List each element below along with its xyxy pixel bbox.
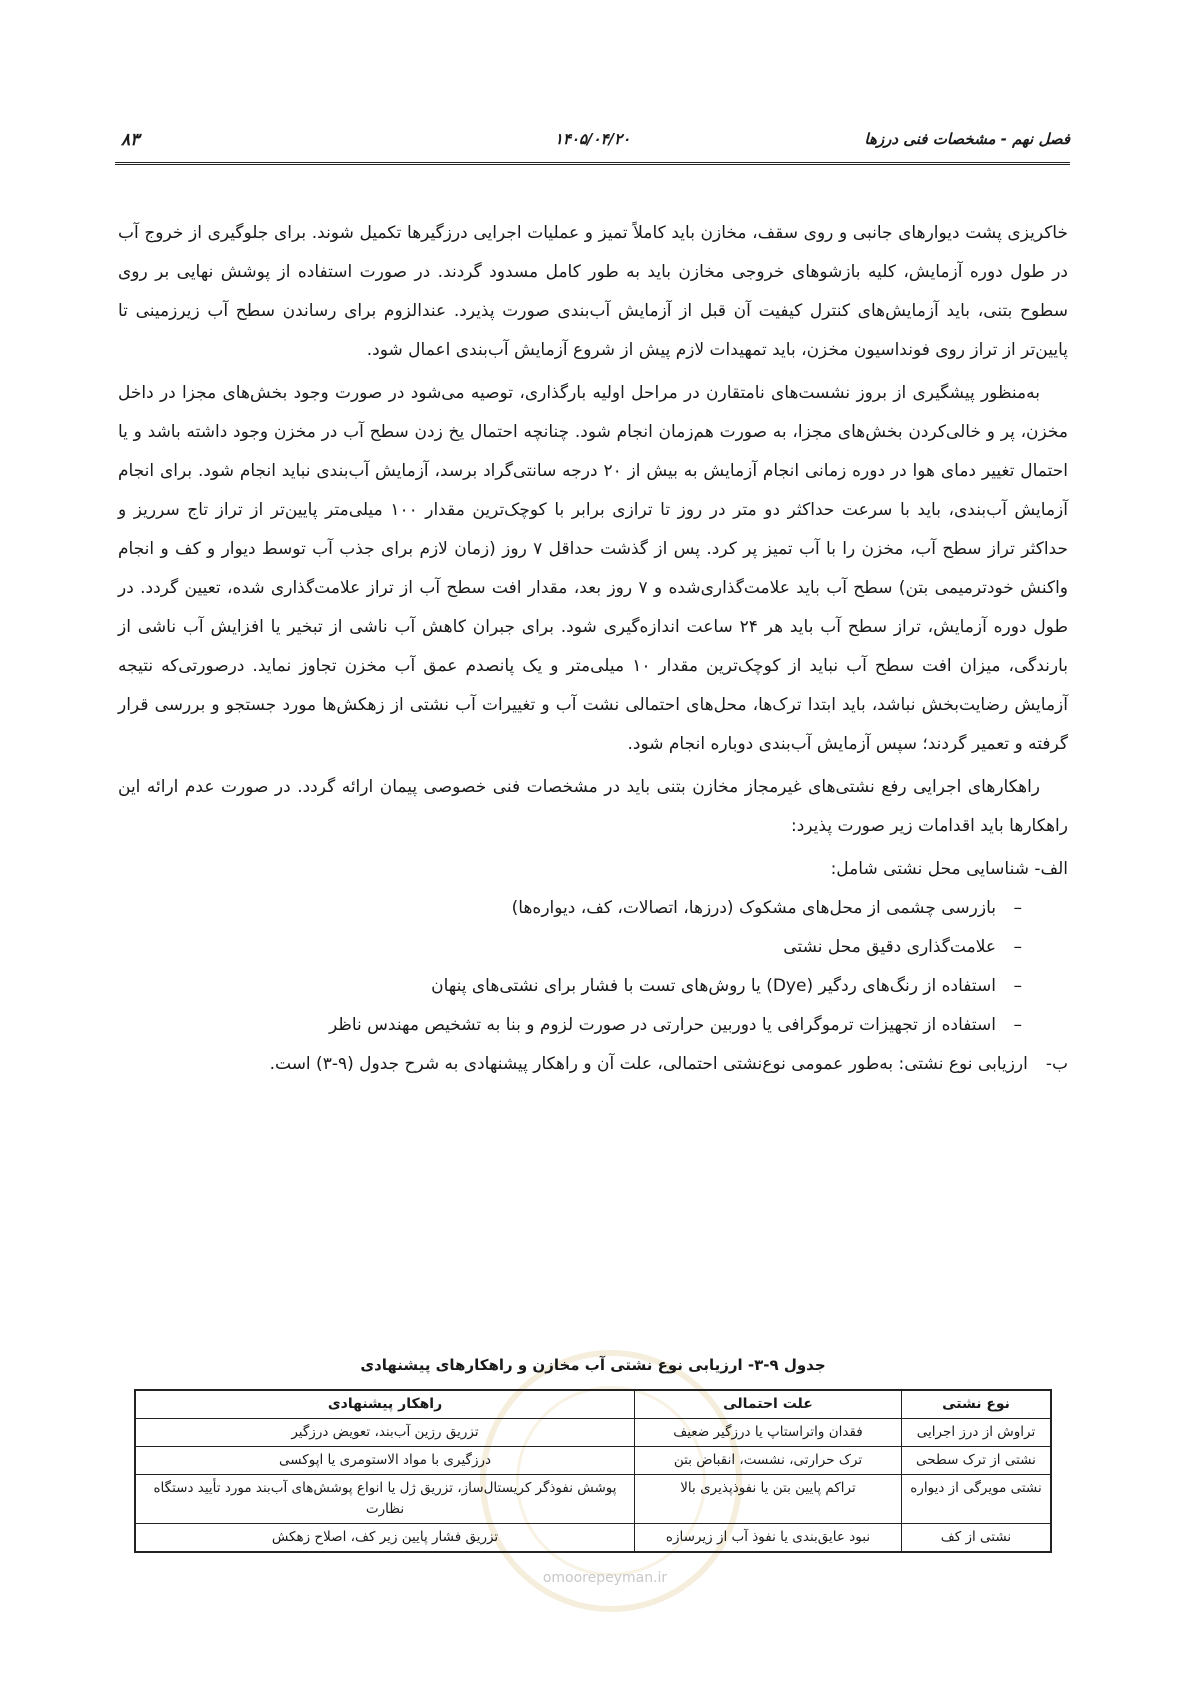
list-item: – علامت‌گذاری دقیق محل نشتی — [118, 928, 1022, 967]
table-cell: تزریق فشار پایین زیر کف، اصلاح زهکش — [135, 1524, 635, 1553]
table-cell: تزریق رزین آب‌بند، تعویض درزگیر — [135, 1419, 635, 1447]
table-cell: نشتی مویرگی از دیواره — [902, 1475, 1052, 1524]
paragraph: راهکارهای اجرایی رفع نشتی‌های غیرمجاز مخازن بتنی باید در مشخصات فنی خصوصی پیمان ارائه گردد. در صورت عدم ارائه این راهکارها باید اقدامات زیر صورت پذیرد: — [118, 777, 1068, 836]
paragraph: خاکریزی پشت دیوارهای جانبی و روی سقف، مخازن باید کاملاً تمیز و عملیات اجرایی درزگیرها تکمیل شوند. برای جلوگیری از خروج آب در طول دوره آزمایش، کلیه بازشوهای خروجی مخازن باید به طور کامل مسدود گردند. در صورت استفاده از پوشش نهایی بر روی سطوح بتنی، باید آزمایش‌های کنترل کیفیت آن قبل از آزمایش آب‌بندی صورت پذیرد. عندالزوم برای رساندن سطح آب زیرزمینی تا پایین‌تر از تراز روی فونداسیون مخزن، باید تمهیدات لازم پیش از شروع آزمایش آب‌بندی اعمال شود. — [118, 223, 1068, 360]
table-cell: درزگیری با مواد الاستومری یا اپوکسی — [135, 1447, 635, 1475]
list-heading-a: الف- شناسایی محل نشتی شامل: — [830, 859, 1068, 879]
item-b-marker: ب- — [1045, 1054, 1068, 1074]
bullet-list — [118, 889, 1068, 1045]
column-header: علت احتمالی — [635, 1390, 902, 1419]
watermark-text: omoorepeyman.ir — [542, 1570, 668, 1586]
page-number: ۸۳ — [121, 130, 140, 150]
chapter-title: فصل نهم - مشخصات فنی درزها — [864, 130, 1070, 148]
table-cell: تراکم پایین بتن یا نفوذپذیری بالا — [635, 1475, 902, 1524]
table-cell: پوشش نفوذگر کریستال‌ساز، تزریق ژل یا انواع پوشش‌های آب‌بند مورد تأیید دستگاه نظارت — [135, 1475, 635, 1524]
table-cell: تراوش از درز اجرایی — [902, 1419, 1052, 1447]
table-cell: فقدان واتراستاپ یا درزگیر ضعیف — [635, 1419, 902, 1447]
body-text — [118, 214, 1068, 1084]
list-item: – استفاده از رنگ‌های ردگیر (Dye) یا روش‌های تست با فشار برای نشتی‌های پنهان — [118, 967, 1022, 1006]
page-header — [115, 126, 1070, 165]
table-row — [135, 1524, 1051, 1553]
list-heading-b — [118, 1045, 1068, 1084]
table-row — [135, 1419, 1051, 1447]
table-row — [135, 1475, 1051, 1524]
table-caption: جدول ۹-۳- ارزیابی نوع نشتی آب مخازن و راهکارهای پیشنهادی — [360, 1356, 826, 1374]
header-date: ۱۴۰۵/۰۴/۲۰ — [554, 130, 631, 148]
table-row — [135, 1447, 1051, 1475]
table-header-row — [135, 1390, 1051, 1419]
table-cell: نشتی از کف — [902, 1524, 1052, 1553]
paragraph: به‌منظور پیشگیری از بروز نشست‌های نامتقارن در مراحل اولیه بارگذاری، توصیه می‌شود در صورت وجود بخش‌های مجزا در داخل مخزن، پر و خالی‌کردن بخش‌های مجزا، به صورت هم‌زمان انجام شود. چنانچه احتمال یخ زدن سطح آب در مخزن وجود داشته باشد و یا احتمال تغییر دمای هوا در دوره زمانی انجام آزمایش به بیش از ۲۰ درجه سانتی‌گراد برسد، آزمایش آب‌بندی نباید انجام شود. برای انجام آزمایش آب‌بندی، باید با سرعت حداکثر دو متر در روز تا ترازی برابر با کوچک‌ترین مقدار ۱۰۰ میلی‌متر پایین‌تر از تراز تاج سرریز و حداکثر تراز سطح آب، مخزن را با آب تمیز پر کرد. پس از گذشت حداقل ۷ روز (زمان لازم برای جذب آب توسط دیوار و کف و انجام واکنش خودترمیمی بتن) سطح آب باید علامت‌گذاری‌شده و ۷ روز بعد، مقدار افت سطح آب از تراز علامت‌گذاری شده، تعیین گردد. در طول دوره آزمایش، تراز سطح آب باید هر ۲۴ ساعت اندازه‌گیری شود. برای جبران کاهش آب ناشی از تبخیر یا افزایش آب ناشی از بارندگی، میزان افت سطح آب نباید از کوچک‌ترین مقدار ۱۰ میلی‌متر و یک پانصدم عمق آب مخزن تجاوز نماید. درصورتی‌که نتیجه آزمایش رضایت‌بخش نباشد، باید ابتدا ترک‌ها، محل‌های احتمالی نشت آب و تغییرات آب نشتی از زهکش‌ها مورد جستجو و بررسی قرار گرفته و تعمیر گردند؛ سپس آزمایش آب‌بندی دوباره انجام شود. — [118, 383, 1068, 754]
item-b-text: ارزیابی نوع نشتی: به‌طور عمومی نوع‌نشتی احتمالی، علت آن و راهکار پیشنهادی به شرح جدول (۹-۳) است. — [269, 1054, 1028, 1074]
table-cell: نشتی از ترک سطحی — [902, 1447, 1052, 1475]
table-cell: ترک حرارتی، نشست، انقباض بتن — [635, 1447, 902, 1475]
column-header: نوع نشتی — [902, 1390, 1052, 1419]
column-header: راهکار پیشنهادی — [135, 1390, 635, 1419]
list-item: – بازرسی چشمی از محل‌های مشکوک (درزها، اتصالات، کف، دیواره‌ها) — [118, 889, 1022, 928]
leak-assessment-table — [134, 1389, 1052, 1553]
table-cell: نبود عایق‌بندی یا نفوذ آب از زیرسازه — [635, 1524, 902, 1553]
list-item: – استفاده از تجهیزات ترموگرافی یا دوربین حرارتی در صورت لزوم و بنا به تشخیص مهندس ناظر — [118, 1006, 1022, 1045]
